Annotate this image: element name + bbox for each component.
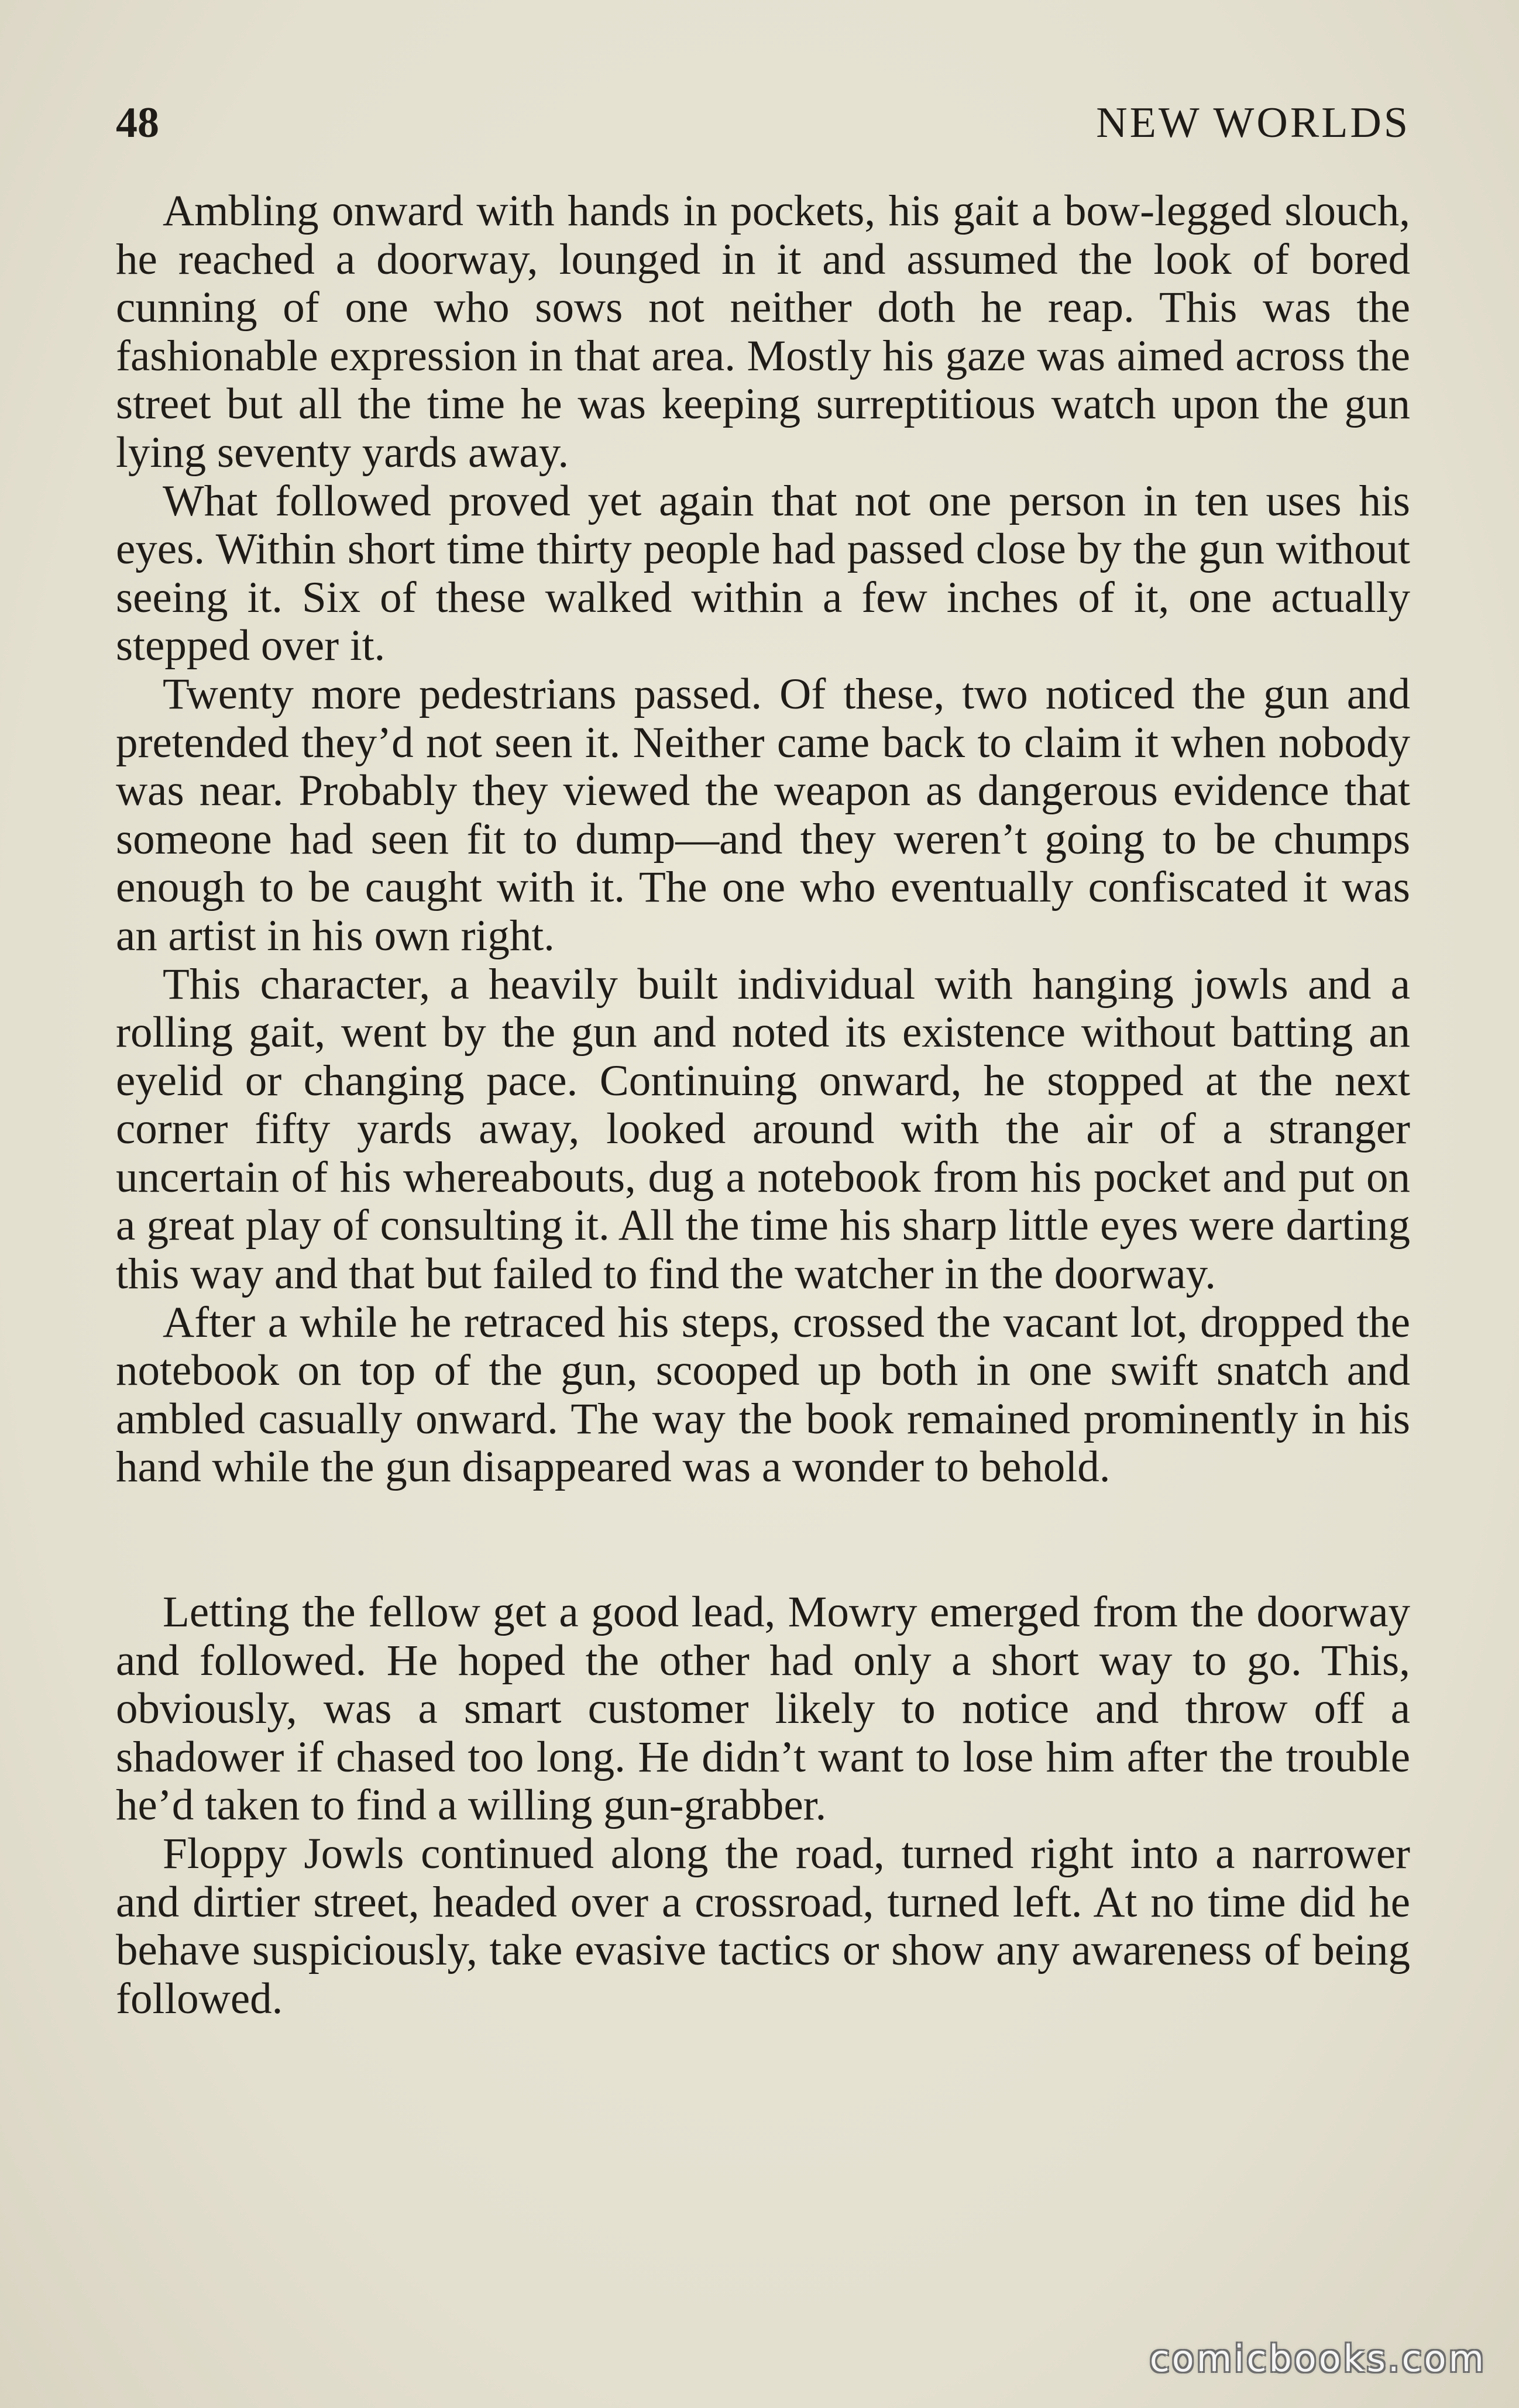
watermark: comicbooks.com [1149, 2337, 1486, 2380]
paragraph: Ambling onward with hands in pockets, his gait a bow-legged slouch, he reached a doorway, lounged in it and assumed the look of bored cunning of one who sows not neither doth he reap. This was the fashionable expression in that area. Mostly his gaze was aimed across the street but all the time he was keeping surreptitious watch upon the gun lying seventy yards away. [116, 187, 1410, 477]
paragraph: This character, a heavily built individual with hanging jowls and a rolling gait, went by the gun and noted its existence without batting an eyelid or changing pace. Continuing onward, he stopped at the next corner fifty yards away, looked around with the air of a stranger uncertain of his whereabouts, dug a notebook from his pocket and put on a great play of consulting it. All the time his sharp little eyes were darting this way and that but failed to find the watcher in the doorway. [116, 959, 1410, 1299]
page-header [116, 94, 1410, 152]
section-break [116, 1492, 1410, 1588]
paragraph: After a while he retraced his steps, crossed the vacant lot, dropped the notebook on top of the gun, scooped up both in one swift snatch and ambled casually onward. The way the book remained prominently in his hand while the gun disappeared was a wonder to behold. [116, 1298, 1410, 1492]
running-head: NEW WORLDS [1096, 99, 1410, 147]
paragraph: Floppy Jowls continued along the road, turned right into a narrower and dirtier street, headed over a crossroad, turned left. At no time did he behave suspiciously, take evasive tactics or show any awareness of being followed. [116, 1829, 1410, 2023]
paragraph: What followed proved yet again that not one person in ten uses his eyes. Within short time thirty people had passed close by the gun without seeing it. Six of these walked within a few inches of it, one actually stepped over it. [116, 476, 1410, 670]
paragraph: Letting the fellow get a good lead, Mowry emerged from the doorway and followed. He hoped the other had only a short way to go. This, obviously, was a smart customer likely to notice and throw off a shadower if chased too long. He didn’t want to lose him after the trouble he’d taken to find a willing gun-grabber. [116, 1588, 1410, 1830]
page-number: 48 [116, 99, 159, 147]
paragraph: Twenty more pedestrians passed. Of these, two noticed the gun and pretended they’d not seen it. Neither came back to claim it when nobody was near. Probably they viewed the weapon as dangerous evidence that someone had seen fit to dump—and they weren’t going to be chumps enough to be caught with it. The one who eventually confiscated it was an artist in his own right. [116, 669, 1410, 960]
body-text [116, 187, 1410, 2023]
